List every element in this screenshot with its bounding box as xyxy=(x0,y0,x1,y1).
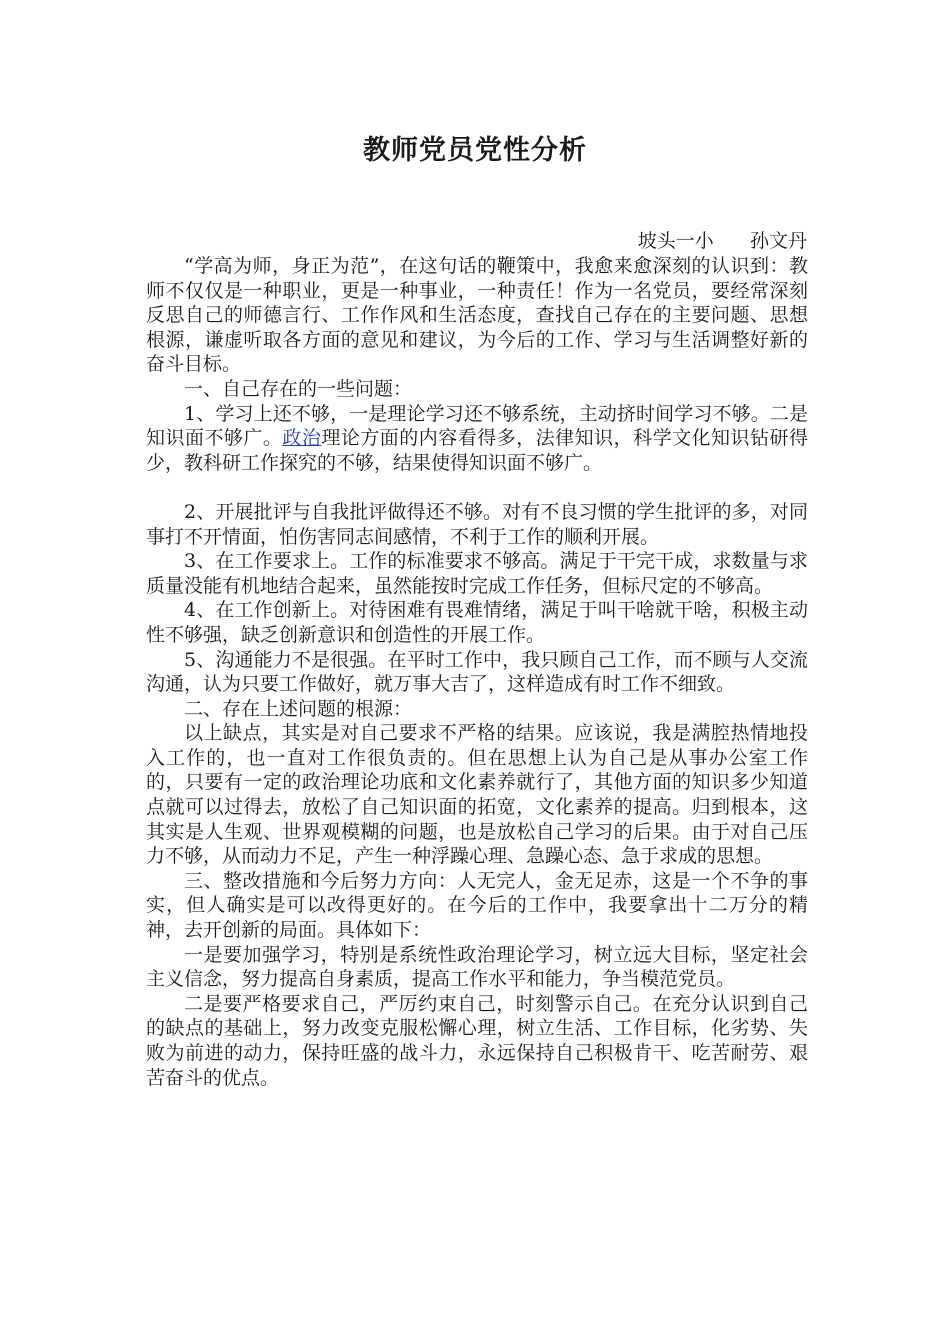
document-title: 教师党员党性分析 xyxy=(363,135,587,166)
problem-paragraph-1-text: 1、学习上还不够，一是理论学习还不够系统，主动挤时间学习不够。二是知识面不够广。 xyxy=(146,402,808,450)
problem-paragraph-1 xyxy=(146,402,808,476)
problem-paragraph-5: 5、沟通能力不是很强。在平时工作中，我只顾自己工作，而不顾与人交流沟通，认为只要工作做好，就万事大吉了，这样造成有时工作不细致。 xyxy=(146,648,808,696)
problem-paragraph-3: 3、在工作要求上。工作的标准要求不够高。满足于干完干成，求数量与求质量没能有机地结合起来，虽然能按时完成工作任务，但标尺定的不够高。 xyxy=(146,550,808,597)
intro-paragraph: “学高为师，身正为范”，在这句话的鞭策中，我愈来愈深刻的认识到：教师不仅仅是一种职业，更是一种事业，一种责任！作为一名党员，要经常深刻反思自己的师德言行、工作作风和生活态度，查找自己存在的主要问题、思想根源，谦虚听取各方面的意见和建议，为今后的工作、学习与生活调整好新的奋斗目标。 xyxy=(146,255,808,376)
problem-paragraph-2: 2、开展批评与自我批评做得还不够。对有不良习惯的学生批评的多，对同事打不开情面，怕伤害同志间感情，不利于工作的顺利开展。 xyxy=(146,500,808,548)
politics-link[interactable]: 政治 xyxy=(282,427,322,450)
author-line: 坡头一小 孙文丹 xyxy=(637,230,807,252)
section-heading-2: 二、存在上述问题的根源： xyxy=(184,697,413,720)
section-heading-1: 一、自己存在的一些问题： xyxy=(184,377,413,400)
measure-paragraph-1: 一是要加强学习，特别是系统性政治理论学习，树立远大目标，坚定社会主义信念，努力提高自身素质，提高工作水平和能力，争当模范党员。 xyxy=(146,943,808,991)
document-body xyxy=(146,254,808,1090)
problem-paragraph-1-rest: 理论方面的内容看得多，法律知识，科学文化知识钻研得少，教科研工作探究的不够，结果使得知识面不够广。 xyxy=(146,427,808,474)
problem-paragraph-4: 4、在工作创新上。对待困难有畏难情绪，满足于叫干啥就干啥，积极主动性不够强，缺乏创新意识和创造性的开展工作。 xyxy=(146,599,808,646)
measure-paragraph-2: 二是要严格要求自己，严厉约束自己，时刻警示自己。在充分认识到自己的缺点的基础上，努力改变克服松懈心理，树立生活、工作目标，化劣势、失败为前进的动力，保持旺盛的战斗力，永远保持自己积极肯干、吃苦耐劳、艰苦奋斗的优点。 xyxy=(146,992,808,1089)
root-cause-paragraph: 以上缺点，其实是对自己要求不严格的结果。应该说，我是满腔热情地投入工作的，也一直对工作很负责的。但在思想上认为自己是从事办公室工作的，只要有一定的政治理论功底和文化素养就行了，其他方面的知识多少知道点就可以过得去，放松了自己知识面的拓宽，文化素养的提高。归到根本，这其实是人生观、世界观模糊的问题，也是放松自己学习的后果。由于对自己压力不够，从而动力不足，产生一种浮躁心理、急躁心态、急于求成的思想。 xyxy=(146,722,808,868)
section-heading-3: 三、整改措施和今后努力方向：人无完人，金无足赤，这是一个不争的事实，但人确实是可以改得更好的。在今后的工作中，我要拿出十二万分的精神，去开创新的局面。具体如下： xyxy=(146,869,808,942)
